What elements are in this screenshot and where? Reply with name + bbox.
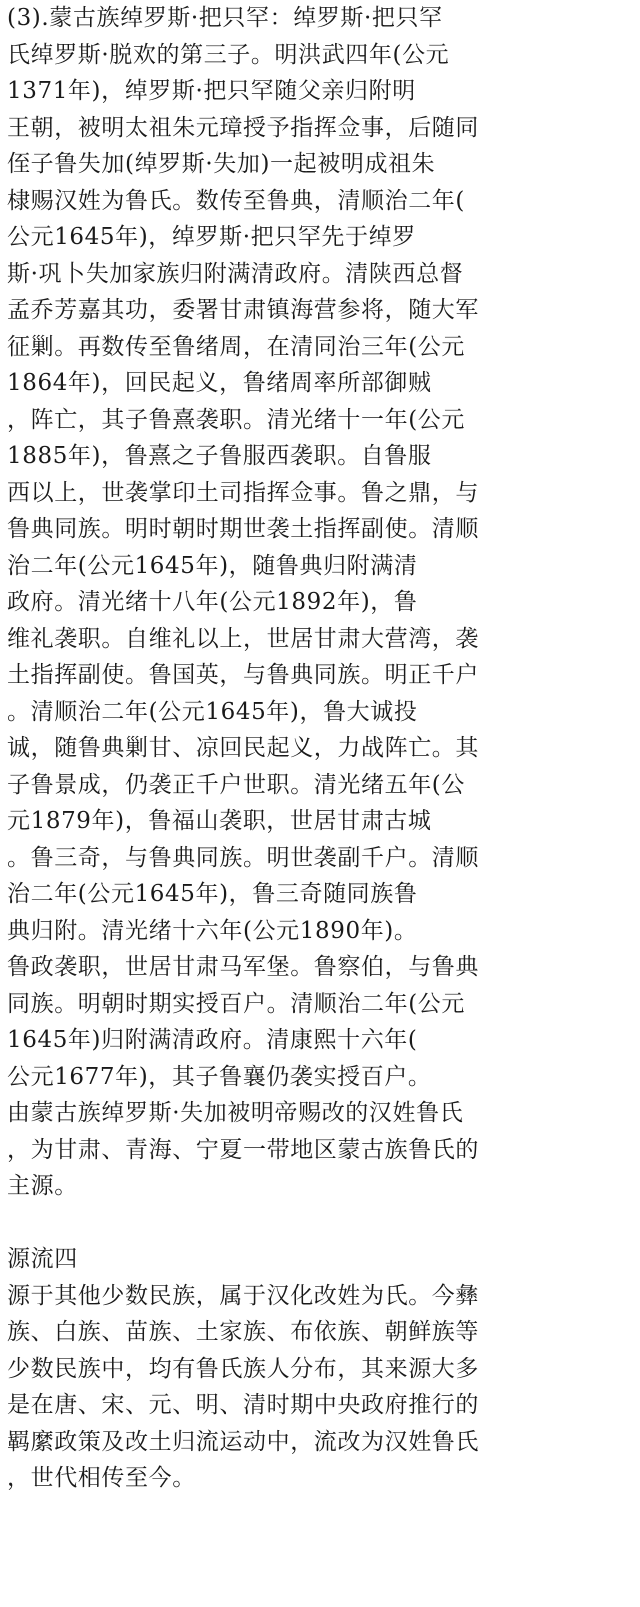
section-heading: 源流四 (7, 1246, 78, 1272)
text-line: 孟乔芳嘉其功，委署甘肃镇海营参将，随大军 (7, 297, 479, 323)
text-line: 西以上，世袭掌印土司指挥佥事。鲁之鼎，与 (7, 479, 479, 506)
text-line: 主源。 (7, 1173, 78, 1199)
text-line: ，为甘肃、青海、宁夏一带地区蒙古族鲁氏的 (7, 1136, 479, 1163)
text-line: 1864年)，回民起义，鲁绪周率所部御贼 (7, 370, 432, 396)
text-line: 元1879年)，鲁福山袭职，世居甘肃古城 (7, 808, 432, 834)
text-line: 。清顺治二年(公元1645年)，鲁大诚投 (7, 698, 418, 725)
text-line: 源于其他少数民族，属于汉化改姓为氏。今彝 (7, 1282, 479, 1309)
text-line: 。鲁三奇，与鲁典同族。明世袭副千户。清顺 (7, 844, 479, 871)
text-line: 王朝，被明太祖朱元璋授予指挥佥事，后随同 (7, 114, 479, 141)
text-line: 征剿。再数传至鲁绪周，在清同治三年(公元 (7, 333, 465, 360)
text-line: 1645年)归附满清政府。清康熙十六年( (7, 1027, 418, 1053)
paragraph-spacer (7, 1205, 640, 1242)
text-line: 鲁典同族。明时朝时期世袭土指挥副使。清顺 (7, 516, 479, 542)
text-line: ，阵亡，其子鲁熹袭职。清光绪十一年(公元 (7, 406, 465, 433)
text-line: 棣赐汉姓为鲁氏。数传至鲁典，清顺治二年( (7, 187, 465, 214)
text-line: 政府。清光绪十八年(公元1892年)，鲁 (7, 589, 418, 615)
text-line: 氏绰罗斯·脱欢的第三子。明洪武四年(公元 (7, 41, 450, 68)
text-line: (3).蒙古族绰罗斯·把只罕：绰罗斯·把只罕 (7, 5, 443, 31)
text-line: 少数民族中，均有鲁氏族人分布，其来源大多 (7, 1355, 479, 1382)
text-line: 鲁政袭职，世居甘肃马军堡。鲁察伯，与鲁典 (7, 954, 479, 980)
text-line: 子鲁景成，仍袭正千户世职。清光绪五年(公 (7, 771, 465, 798)
text-line: 公元1677年)，其子鲁襄仍袭实授百户。 (7, 1063, 432, 1090)
section-4 (7, 1241, 640, 1497)
text-line: 羁縻政策及改土归流运动中，流改为汉姓鲁氏 (7, 1428, 479, 1455)
text-line: 侄子鲁失加(绰罗斯·失加)一起被明成祖朱 (7, 151, 436, 177)
text-line: 诚，随鲁典剿甘、凉回民起义，力战阵亡。其 (7, 735, 479, 761)
text-line: 由蒙古族绰罗斯·失加被明帝赐改的汉姓鲁氏 (7, 1100, 464, 1126)
text-line: 治二年(公元1645年)，鲁三奇随同族鲁 (7, 881, 418, 907)
text-line: 族、白族、苗族、土家族、布依族、朝鲜族等 (7, 1319, 479, 1345)
text-line: 典归附。清光绪十六年(公元1890年)。 (7, 917, 418, 944)
text-line: 是在唐、宋、元、明、清时期中央政府推行的 (7, 1392, 479, 1418)
text-line: 治二年(公元1645年)，随鲁典归附满清 (7, 552, 418, 579)
text-line: 1885年)，鲁熹之子鲁服西袭职。自鲁服 (7, 443, 432, 469)
section-3 (7, 0, 640, 1205)
text-line: 1371年)，绰罗斯·把只罕随父亲归附明 (7, 78, 416, 104)
text-line: ，世代相传至今。 (7, 1465, 196, 1491)
text-line: 维礼袭职。自维礼以上，世居甘肃大营湾，袭 (7, 625, 479, 652)
text-line: 同族。明朝时期实授百户。清顺治二年(公元 (7, 990, 465, 1017)
text-line: 公元1645年)，绰罗斯·把只罕先于绰罗 (7, 224, 416, 250)
text-line: 土指挥副使。鲁国英，与鲁典同族。明正千户 (7, 662, 479, 688)
text-line: 斯·巩卜失加家族归附满清政府。清陕西总督 (7, 260, 464, 287)
